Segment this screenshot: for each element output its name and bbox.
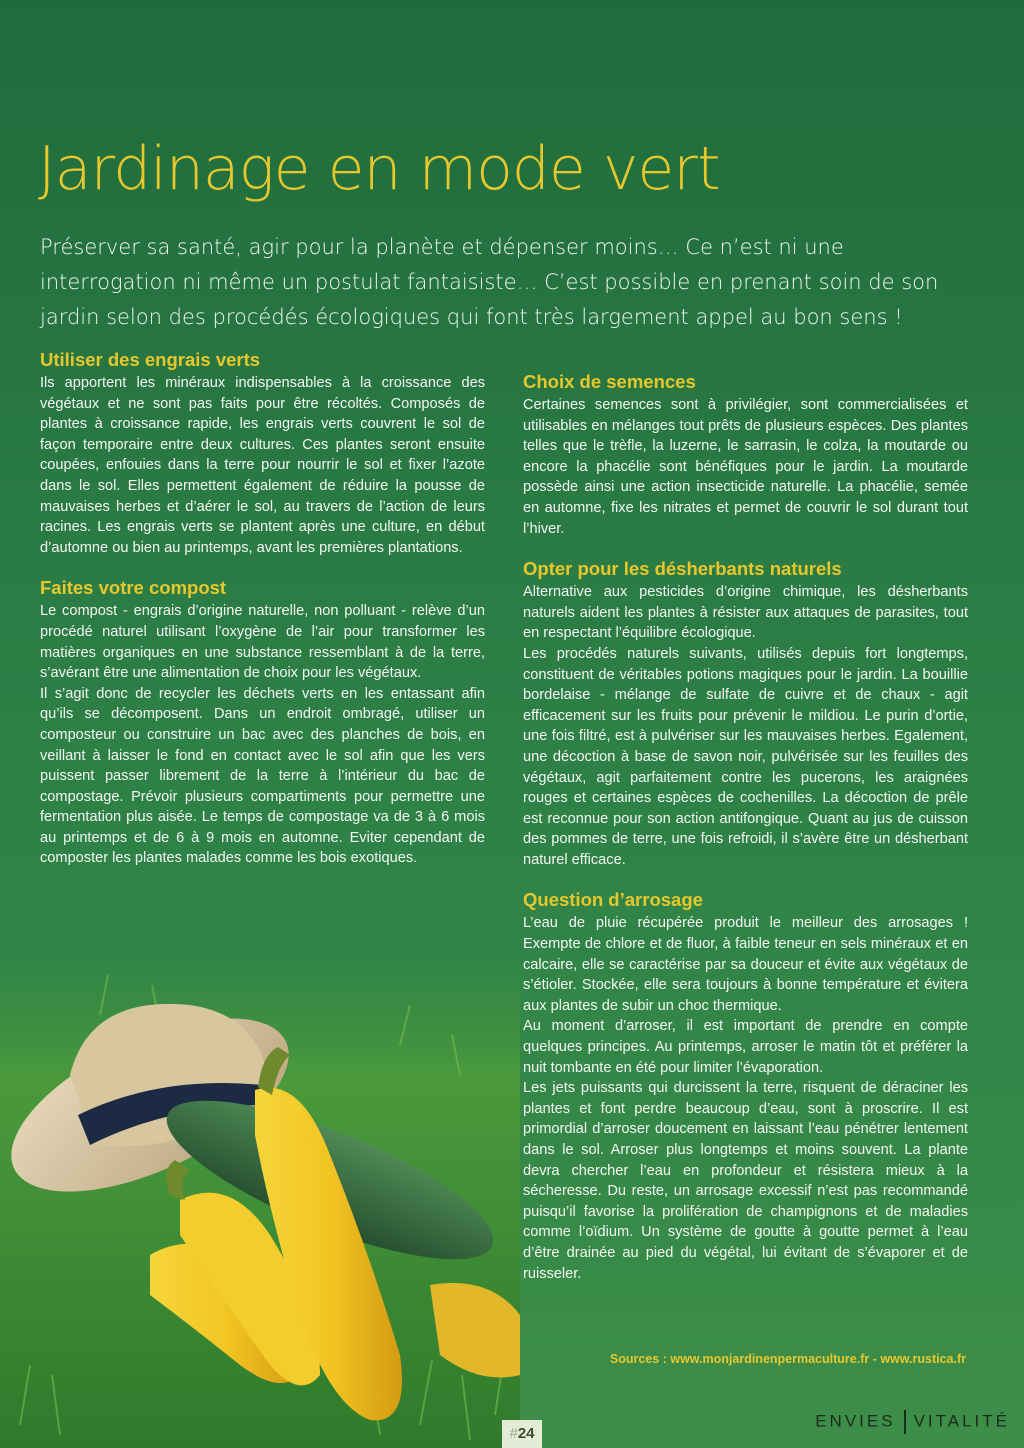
footer-divider [904,1410,906,1434]
section-body: L’eau de pluie récupérée produit le meilleur des arrosages ! Exempte de chlore et de fluor, à faible teneur en sels minéraux et en calcaire, elle se caractérise par sa douceur et évite aux végétaux de s’étioler. Stockée, elle sera toujours à bonne température et évitera aux plantes de subir un choc thermique. [523,915,968,1014]
magazine-footer [815,1410,1010,1434]
footer-brand-left: ENVIES [815,1411,896,1431]
section-compost [40,576,485,869]
section-body: Certaines semences sont à privilégier, sont commercialisées et utilisables en mélanges tout prêts de plusieurs espèces. Des plantes telles que le trèfle, la luzerne, le sarrasin, le colza, la moutarde ou encore la phacélie sont bénéfiques pour le jardin. La moutarde possède ainsi une action insecticide naturelle. La phacélie, semée en automne, fixe les nitrates et permet de couvrir le sol durant tout l’hiver. [523,397,968,537]
footer-brand-right: VITALITÉ [913,1411,1010,1431]
section-body: Ils apportent les minéraux indispensables à la croissance des végétaux et ne sont pas faits pour être récoltés. Composés de plantes à croissance rapide, les engrais verts couvrent le sol de façon temporaire entre deux cultures. Ces plantes seront ensuite coupées, enfouies dans la terre pour nourrir le sol et fixer l’azote dans le sol. Elles permettent également de réduire la pousse de mauvaises herbes et d’aérer le sol, au travers de l’action de leurs racines. Les engrais verts se plantent après une culture, en début d’automne ou bien au printemps, avant les premières plantations. [40,375,485,556]
page-hash: # [509,1425,518,1442]
section-body: Les procédés naturels suivants, utilisés depuis fort longtemps, constituent de véritables potions magiques pour le jardin. La bouillie bordelaise - mélange de sulfate de cuivre et de chaux - agit efficacement sur les fruits pour prévenir le mildiou. Le purin d’ortie, une fois filtré, est à pulvériser sur les mauvaises herbes. Egalement, une décoction à base de savon noir, pulvérisée sur les feuilles des végétaux, agit parfaitement contre les pucerons, les araignées rouges et certaines espèces de cochenilles. La décoction de prêle est reconnue pour son action antifongique. Quant au jus de cuisson des pommes de terre, une fois refroidi, il s’avère être un désherbant naturel efficace. [523,645,968,868]
section-heading: Faites votre compost [40,577,227,599]
section-heading: Utiliser des engrais verts [40,349,261,370]
section-body: Alternative aux pesticides d’origine chimique, les désherbants naturels aident les plantes à résister aux attaques de parasites, tout en respectant l’équilibre écologique. [523,584,968,642]
page-number [502,1420,542,1448]
section-engrais-verts [40,348,485,558]
section-body: Les jets puissants qui durcissent la terre, risquent de déraciner les plantes et font perdre beaucoup d’eau, sont à proscrire. Il est primordial d’arroser doucement en laissant l’eau pénétrer lentement dans le sol. Arroser plus longtemps et moins souvent. La plante devra chercher l’eau en profondeur et résistera mieux à la sécheresse. Du reste, un arrosage excessif n’est pas recommandé puisqu’il favorise la prolifération de champignons et de maladies comme l’oïdium. Un système de goutte à goutte permet à l’eau d’être drainée au pied du végétal, lui évitant de s’évaporer et de ruisseler. [523,1080,968,1282]
section-heading: Opter pour les désherbants naturels [523,558,842,580]
article-title: Jardinage en mode vert [38,134,720,204]
section-desherbants [523,557,968,870]
section-body: Au moment d’arroser, il est important de prendre en compte quelques principes. Au printemps, arroser le matin tôt et préférer la nuit tombante en été pour limiter l’évaporation. [523,1018,968,1076]
left-column [40,348,485,887]
right-column [523,370,968,1302]
page-number-value: 24 [517,1425,535,1442]
section-heading: Question d’arrosage [523,889,703,911]
section-arrosage [523,888,968,1284]
section-semences [523,370,968,539]
section-body: Il s’agit donc de recycler les déchets verts en les entassant afin qu’ils se décomposent. Dans un endroit ombragé, utiliser un composteur ou construire un bac avec des planches de bois, en veillant à laisser le fond en contact avec le sol afin que les vers puissent passer librement de la terre à l’intérieur du bac de compostage. Prévoir plusieurs compartiments pour permettre une fermentation plus aisée. Le temps de compostage va de 3 à 6 mois au printemps et de 6 à 9 mois en automne. Eviter cependant de composter les plantes malades comme les bois exotiques. [40,685,485,867]
section-body: Le compost - engrais d’origine naturelle, non polluant - relève d’un procédé naturel utilisant l’oxygène de l’air pour transformer les matières organiques en une substance ressemblant à de la terre, s’avérant être une alimentation de choix pour les végétaux. [40,603,485,682]
section-heading: Choix de semences [523,371,696,392]
hat-and-squash-photo [0,955,520,1448]
article-intro: Préserver sa santé, agir pour la planète et dépenser moins… Ce n’est ni une interrogation ni même un postulat fantaisiste… C’est possible en prenant soin de son jardin selon des procédés écologiques qui font très largement appel au bon sens ! [40,235,939,329]
sources-credit: Sources : www.monjardinenpermaculture.fr - www.rustica.fr [609,1352,966,1366]
